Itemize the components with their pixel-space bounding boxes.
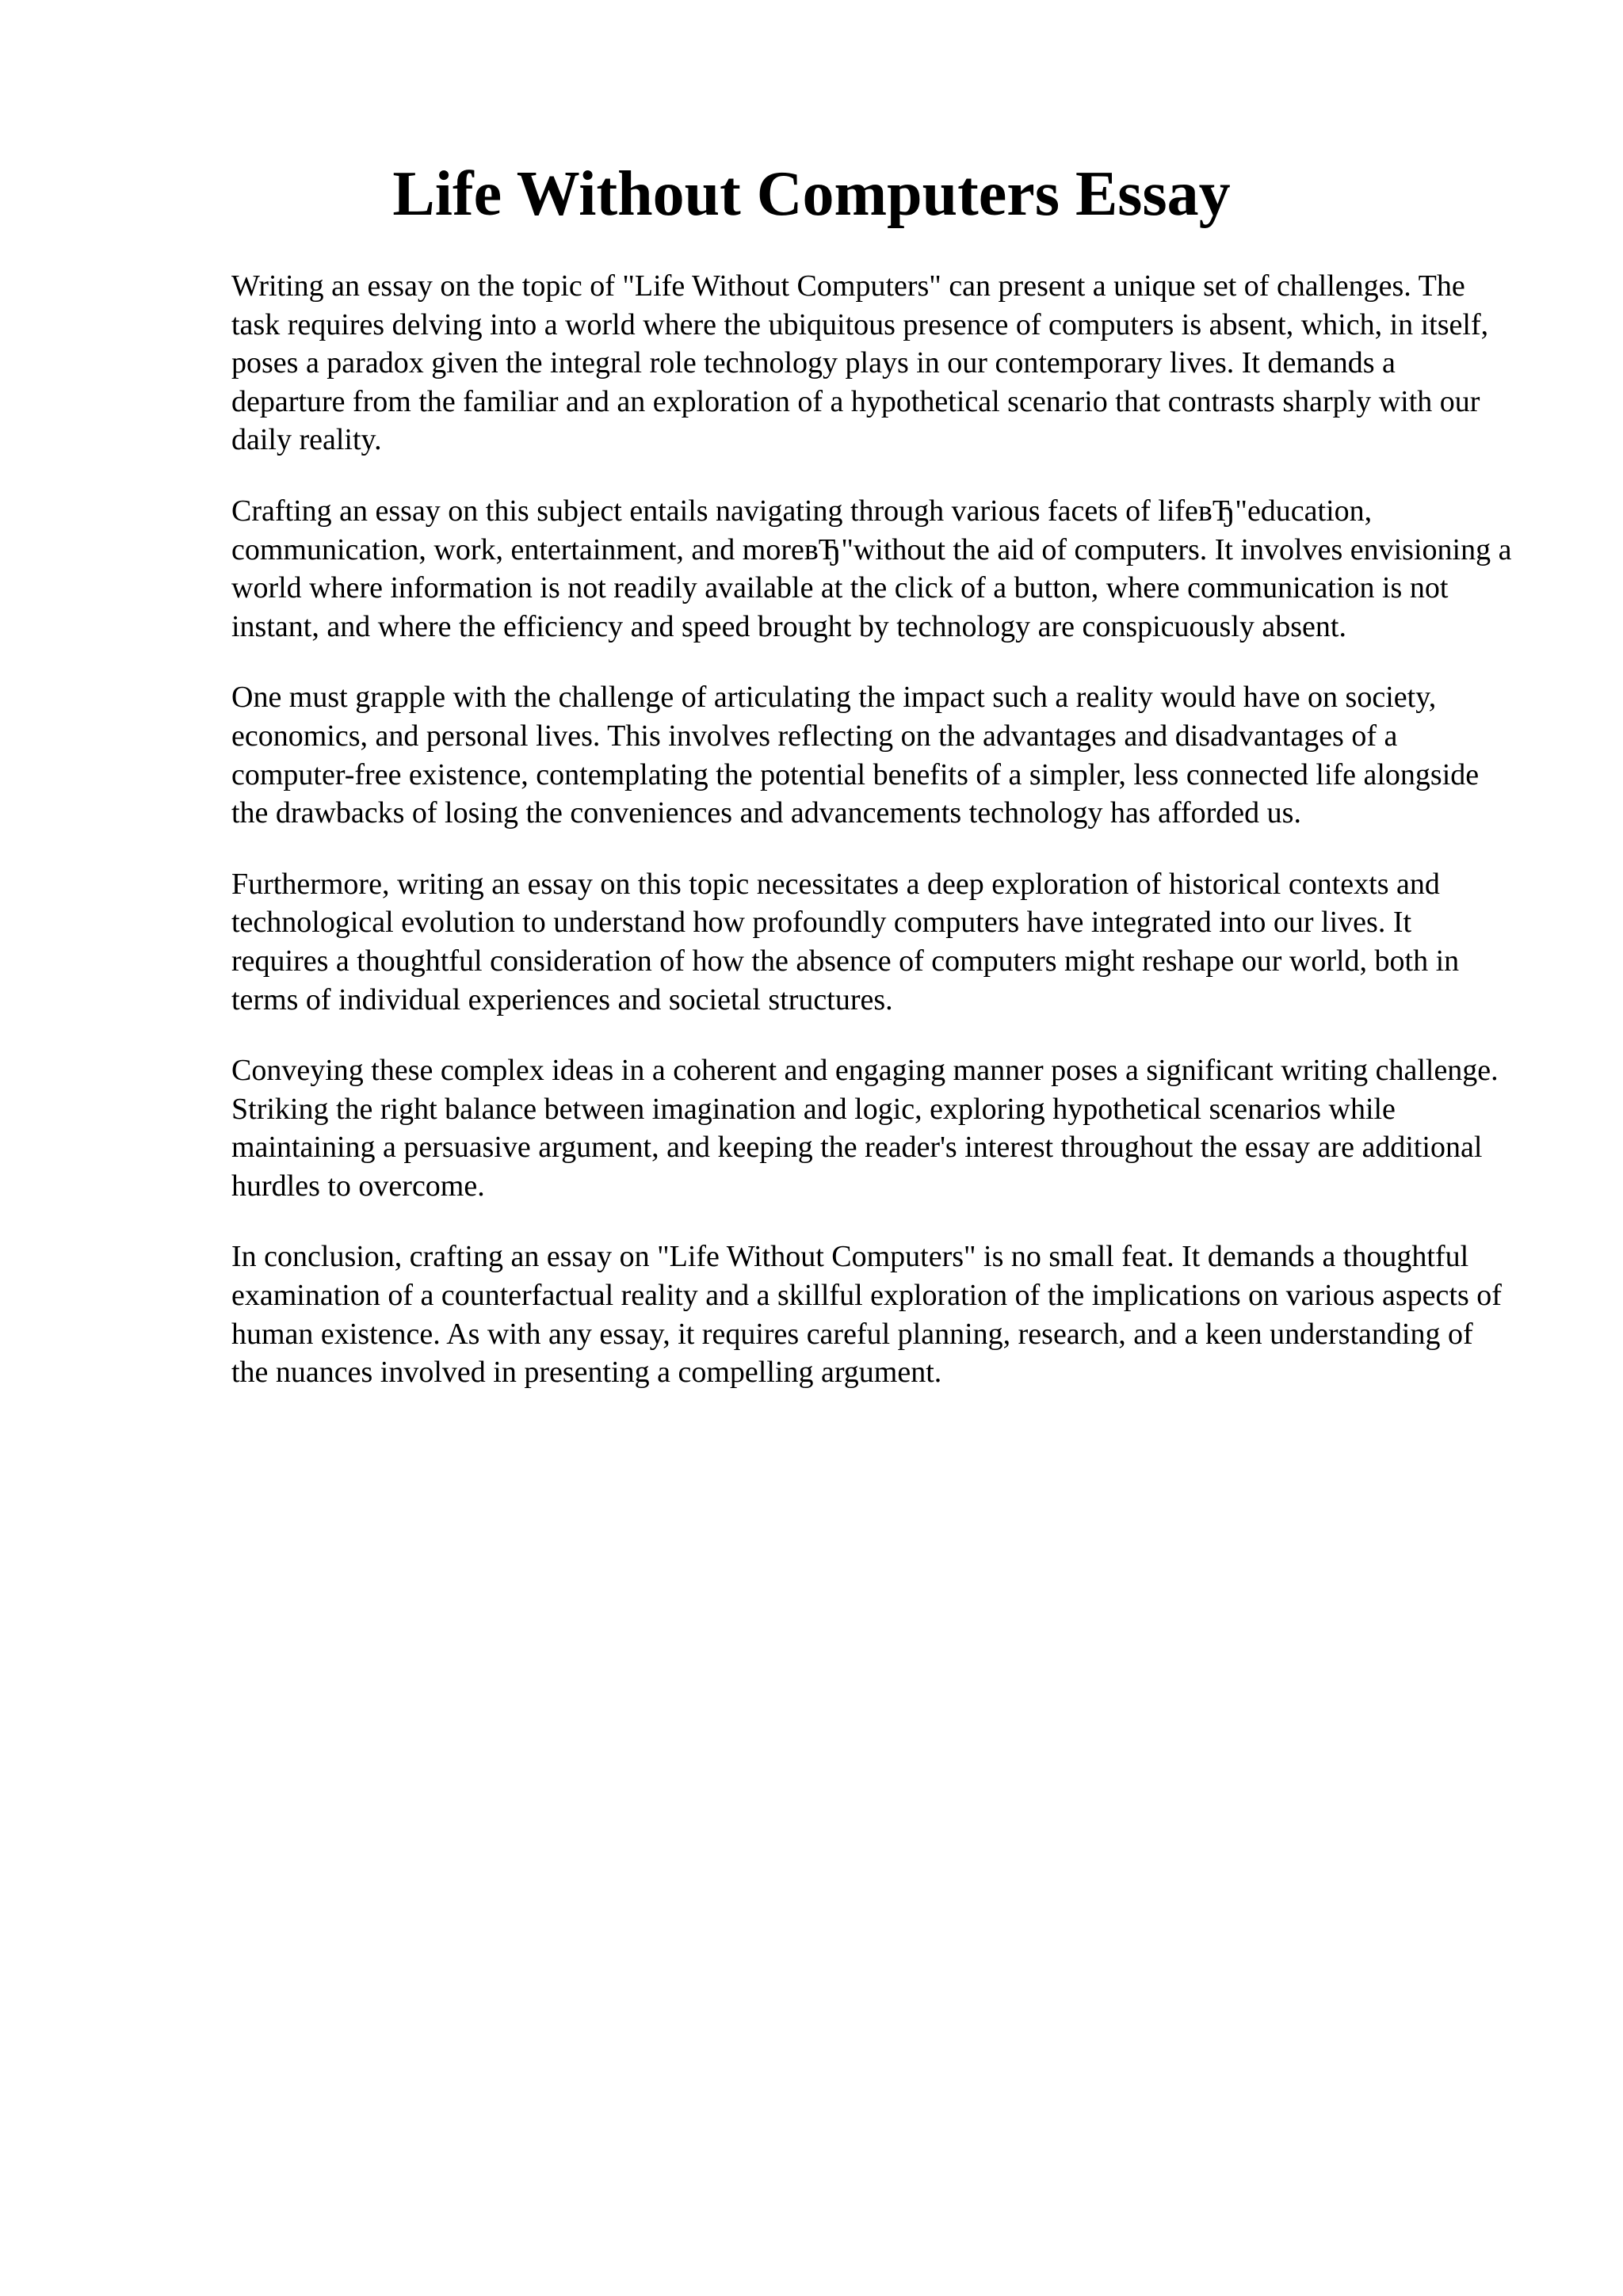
paragraph-4: Furthermore, writing an essay on this topic necessitates a deep exploration of historical contexts and technological evolution to understand how profoundly computers have integrated into our lives. It requires a thoughtful consideration of how the absence of computers might reshape our world, both in terms of individual experiences and societal structures. xyxy=(231,867,1460,1016)
paragraph-2: Crafting an essay on this subject entails navigating through various facets of lifeвЂ"education, communication, work, entertainment, and moreвЂ"without the aid of computers. It involves envisioning a world where information is not readily available at the click of a button, where communication is not instant, and where the efficiency and speed brought by technology are conspicuously absent. xyxy=(231,494,1512,643)
paragraph-6: In conclusion, crafting an essay on "Life Without Computers" is no small feat. It demands a thoughtful examination of a counterfactual reality and a skillful exploration of the implications on various aspects of human existence. As with any essay, it requires careful planning, research, and a keen understanding of the nuances involved in presenting a compelling argument. xyxy=(231,1240,1502,1390)
document-body xyxy=(231,267,1515,1425)
paragraph-3: One must grapple with the challenge of articulating the impact such a reality would have on society, economics, and personal lives. This involves reflecting on the advantages and disadvantages of a computer-free existence, contemplating the potential benefits of a simpler, less connected life alongside the drawbacks of losing the conveniences and advancements technology has afforded us. xyxy=(231,681,1480,830)
document-title: Life Without Computers Essay xyxy=(392,159,1231,229)
paragraph-1: Writing an essay on the topic of "Life Without Computers" can present a unique set of challenges. The task requires delving into a world where the ubiquitous presence of computers is absent, which, in itself, poses a paradox given the integral role technology plays in our contemporary lives. It demands a departure from the familiar and an exploration of a hypothetical scenario that contrasts sharply with our daily reality. xyxy=(231,269,1489,457)
paragraph-5: Conveying these complex ideas in a coherent and engaging manner poses a significant writing challenge. Striking the right balance between imagination and logic, exploring hypothetical scenarios while maintaining a persuasive argument, and keeping the reader's interest throughout the essay are additional hurdles to overcome. xyxy=(231,1054,1499,1203)
